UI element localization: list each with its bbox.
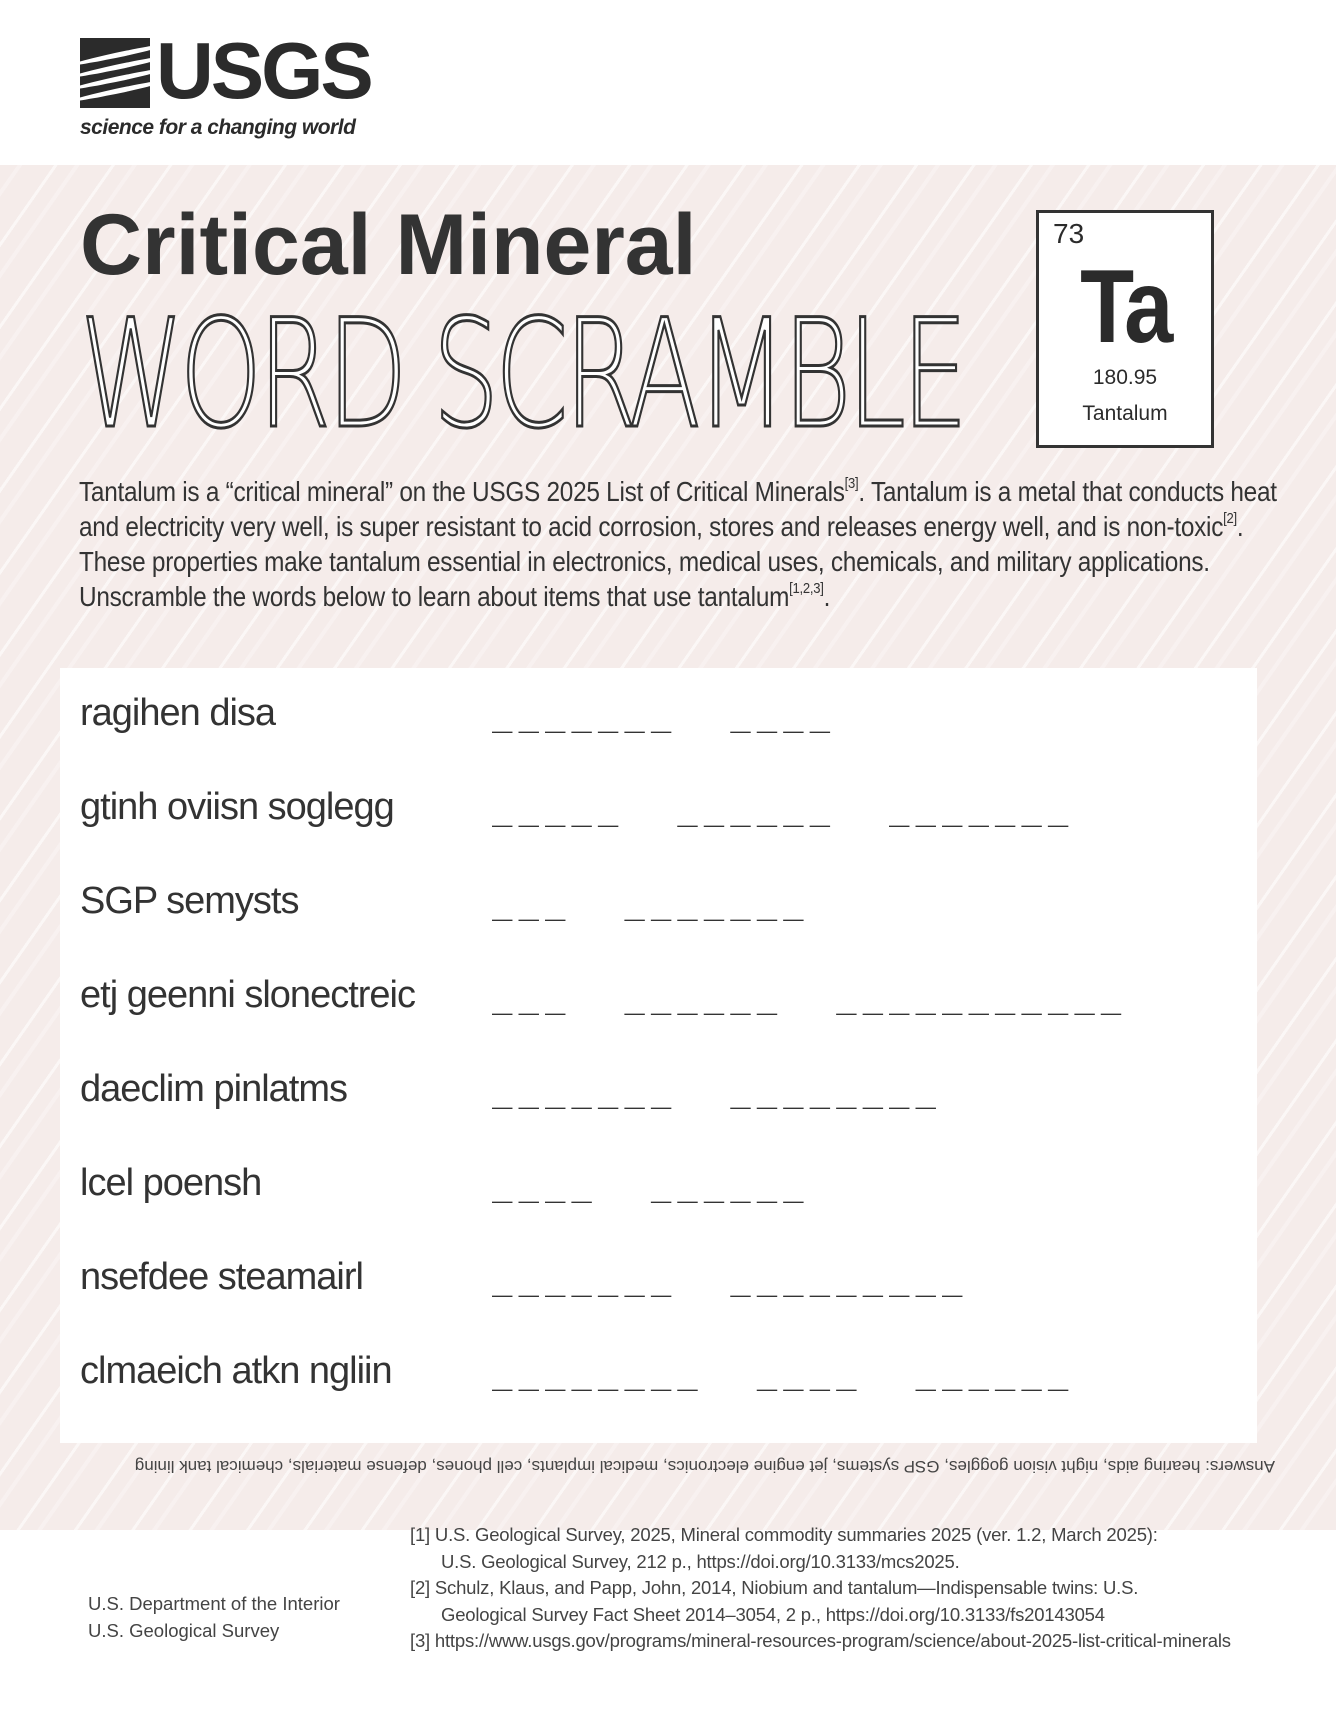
citation: [1,2,3] [789, 580, 824, 597]
puzzle-row [80, 878, 1250, 938]
atomic-number: 73 [1053, 218, 1085, 249]
answer-blanks[interactable]: _______ ____ [492, 694, 837, 734]
intro-text [79, 474, 1306, 614]
citation: [3] [844, 475, 859, 492]
answer-blanks[interactable]: ___ ______ ___________ [492, 976, 1128, 1016]
answer-blanks[interactable]: ___ _______ [492, 882, 810, 922]
scrambled-word: lcel poensh [80, 1162, 262, 1204]
reference-1: [1] U.S. Geological Survey, 2025, Mineral commodity summaries 2025 (ver. 1.2, March 2025): [410, 1524, 1158, 1545]
puzzle-row [80, 784, 1250, 844]
references [410, 1522, 1231, 1655]
atomic-mass: 180.95 [1092, 366, 1158, 389]
punctuation: . [823, 581, 831, 612]
puzzle-row [80, 690, 1250, 750]
reference-1-cont: U.S. Geological Survey, 212 p., https://doi.org/10.3133/mcs2025. [441, 1550, 960, 1572]
scrambled-word: SGP semysts [80, 880, 299, 922]
reference-3: [3] https://www.usgs.gov/programs/mineral-resources-program/science/about-2025-list-critical-minerals [410, 1630, 1231, 1651]
answer-blanks[interactable]: _______ _________ [492, 1258, 969, 1298]
scrambled-word: daeclim pinlatms [80, 1068, 347, 1110]
reference-2-cont: Geological Survey Fact Sheet 2014–3054, 2 p., https://doi.org/10.3133/fs20143054 [441, 1603, 1105, 1625]
intro-text-part: . Tantalum is a metal that conducts heat and electricity very well, is super resistant to acid corrosion, stores and releases energy well, and is non-toxic [79, 476, 1277, 542]
puzzle-row [80, 1348, 1250, 1408]
citation: [2] [1223, 510, 1237, 527]
puzzle-panel [60, 668, 1257, 1443]
usgs-logo [80, 26, 371, 143]
department: U.S. Department of the Interior [88, 1593, 340, 1614]
instructions: Unscramble the words below to learn about items that use tantalum [79, 581, 790, 612]
title-line1: Critical Mineral [80, 197, 697, 293]
scrambled-word: nsefdee steamairl [80, 1256, 363, 1298]
logo-wordmark: USGS [156, 26, 371, 115]
agency-footer [88, 1590, 340, 1644]
scrambled-word: clmaeich atkn ngliin [80, 1350, 392, 1392]
intro-text-part: Tantalum is a “critical mineral” on the USGS 2025 List of Critical Minerals [79, 476, 845, 507]
element-name: Tantalum [1082, 402, 1168, 425]
answer-key-upside-down: Answers: hearing aids, night vision goggles, GSP systems, jet engine electronics, medical implants, cell phones, defense materials, chemical tank lining [134, 1457, 1275, 1476]
scrambled-word: gtinh oviisn soglegg [80, 786, 394, 828]
answer-blanks[interactable]: _______ ________ [492, 1070, 942, 1110]
puzzle-row [80, 1254, 1250, 1314]
element-symbol: Ta [1080, 249, 1170, 365]
periodic-element-card [1036, 210, 1214, 448]
survey: U.S. Geological Survey [88, 1620, 280, 1641]
answer-blanks[interactable]: ________ ____ ______ [492, 1352, 1075, 1392]
scrambled-word: etj geenni slonectreic [80, 974, 415, 1016]
intro-text-part: . These properties make tantalum essential in electronics, medical uses, chemicals, and military applications. [79, 511, 1244, 577]
usgs-wave-icon [80, 38, 150, 108]
scrambled-word: ragihen disa [80, 692, 276, 734]
reference-2: [2] Schulz, Klaus, and Papp, John, 2014, Niobium and tantalum—Indispensable twins: U.S. [410, 1577, 1139, 1598]
answer-blanks[interactable]: _____ ______ _______ [492, 788, 1075, 828]
answer-blanks[interactable]: ____ ______ [492, 1164, 810, 1204]
title-line2: WORD SCRAMBLE [80, 288, 964, 462]
puzzle-row [80, 1066, 1250, 1126]
puzzle-row [80, 972, 1250, 1032]
puzzle-row [80, 1160, 1250, 1220]
logo-tagline: science for a changing world [80, 116, 356, 139]
